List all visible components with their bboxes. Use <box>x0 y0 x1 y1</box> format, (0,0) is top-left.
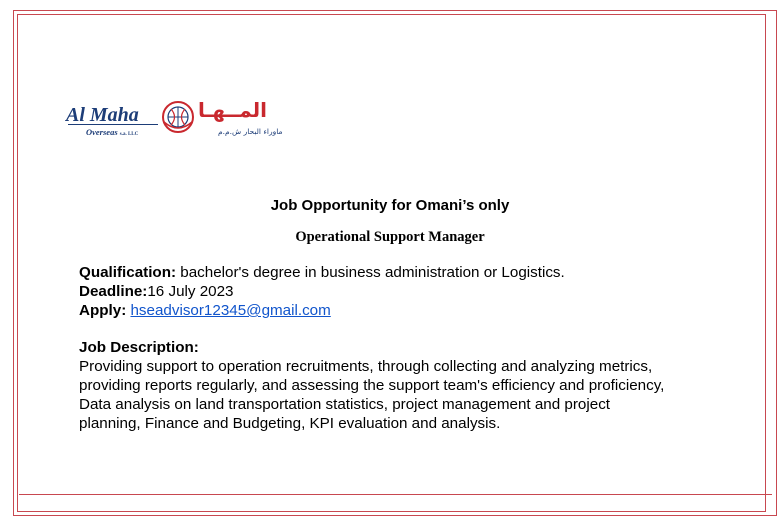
logo-latin-sub-suffix: s.a. LLC <box>119 132 139 137</box>
description-line: Providing support to operation recruitments, through collecting and analyzing metrics, <box>79 358 653 375</box>
apply-line <box>79 301 759 320</box>
logo-arabic-name: المــهـا <box>198 98 267 122</box>
job-details <box>79 263 759 433</box>
logo-latin-name: Al Maha <box>66 104 139 126</box>
page-title: Job Opportunity for Omani’s only <box>270 197 510 214</box>
company-logo <box>66 96 298 146</box>
qualification-label: Qualification: <box>79 264 177 281</box>
logo-latin-sub-text: Overseas <box>86 127 118 137</box>
logo-latin-sub <box>86 127 138 137</box>
qualification-value: bachelor's degree in business administration or Logistics. <box>176 264 565 281</box>
description-heading <box>79 338 759 357</box>
apply-label: Apply: <box>79 302 127 319</box>
description-line: planning, Finance and Budgeting, KPI evaluation and analysis. <box>79 415 501 432</box>
apply-email-link[interactable]: hseadvisor12345@gmail.com <box>130 302 331 319</box>
deadline-line <box>79 282 759 301</box>
qualification-line <box>79 263 759 282</box>
globe-emblem-icon <box>158 98 198 136</box>
spacer <box>79 320 759 338</box>
logo-underline <box>68 124 158 125</box>
description-heading-label: Job Description: <box>79 339 199 356</box>
deadline-label: Deadline: <box>79 283 148 300</box>
logo-arabic-sub: ماوراء البحار ش.م.م <box>218 127 283 136</box>
description-line: providing reports regularly, and assessing the support team's efficiency and proficiency, <box>79 377 665 394</box>
position-title: Operational Support Manager <box>295 229 485 245</box>
bottom-rule <box>19 494 772 495</box>
deadline-value: 16 July 2023 <box>147 283 234 300</box>
description-line: Data analysis on land transportation statistics, project management and project <box>79 396 611 413</box>
